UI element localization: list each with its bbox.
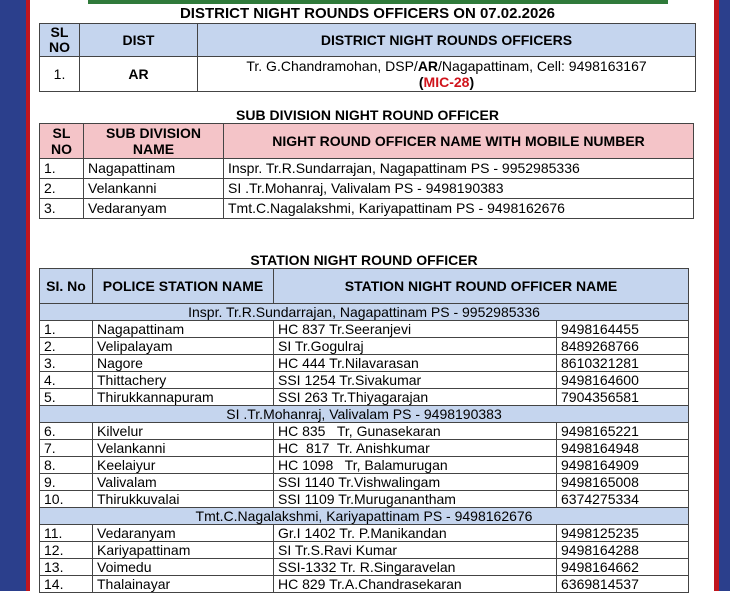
left-border-blue bbox=[0, 0, 26, 591]
cell-sl: 3. bbox=[40, 355, 93, 372]
table-row bbox=[40, 542, 689, 559]
header-officer: STATION NIGHT ROUND OFFICER NAME bbox=[274, 269, 689, 304]
cell-mobile: 9498164455 bbox=[557, 321, 689, 338]
header-sl: SL NO bbox=[40, 24, 80, 57]
table-header-row bbox=[40, 24, 696, 57]
mic-close: ) bbox=[469, 74, 475, 90]
cell-officer: HC 837 Tr.Seeranjevi bbox=[274, 321, 557, 338]
station-section-title: STATION NIGHT ROUND OFFICER bbox=[250, 252, 478, 268]
cell-station: Nagapattinam bbox=[93, 321, 274, 338]
group-header-row bbox=[40, 406, 689, 423]
mic-code: MIC-28 bbox=[423, 74, 470, 90]
table-row bbox=[40, 491, 689, 508]
officer-prefix: Tr. G.Chandramohan, DSP/ bbox=[246, 58, 418, 74]
cell-sub-division: Nagapattinam bbox=[84, 159, 224, 179]
cell-station: Voimedu bbox=[93, 559, 274, 576]
officer-suffix: /Nagapattinam, Cell: 9498163167 bbox=[438, 58, 647, 74]
cell-station: Vedaranyam bbox=[93, 525, 274, 542]
cell-sl: 14. bbox=[40, 576, 93, 593]
header-sub-division: SUB DIVISION NAME bbox=[84, 124, 224, 159]
subdivision-table bbox=[39, 123, 694, 219]
district-table bbox=[39, 23, 696, 92]
cell-station: Nagore bbox=[93, 355, 274, 372]
cell-officer: Inspr. Tr.R.Sundarrajan, Nagapattinam PS - 9952985336 bbox=[224, 159, 694, 179]
group-header: Tmt.C.Nagalakshmi, Kariyapattinam PS - 9498162676 bbox=[40, 508, 689, 525]
table-row bbox=[40, 389, 689, 406]
left-border-red bbox=[26, 0, 30, 591]
cell-station: Kariyapattinam bbox=[93, 542, 274, 559]
station-table bbox=[39, 268, 689, 593]
cell-sl: 6. bbox=[40, 423, 93, 440]
table-row bbox=[40, 440, 689, 457]
group-header-row bbox=[40, 508, 689, 525]
cell-officer bbox=[198, 57, 696, 92]
district-section-title: DISTRICT NIGHT ROUNDS OFFICERS ON 07.02.2026 bbox=[179, 5, 556, 22]
cell-officer: SSI 263 Tr.Thiyagarajan bbox=[274, 389, 557, 406]
cell-sub-division: Velankanni bbox=[84, 179, 224, 199]
cell-station: Thirukkuvalai bbox=[93, 491, 274, 508]
cell-officer: Gr.I 1402 Tr. P.Manikandan bbox=[274, 525, 557, 542]
table-row bbox=[40, 576, 689, 593]
cell-officer: SSI 1254 Tr.Sivakumar bbox=[274, 372, 557, 389]
cell-officer: SI .Tr.Mohanraj, Valivalam PS - 9498190383 bbox=[224, 179, 694, 199]
group-header-row bbox=[40, 304, 689, 321]
group-header: SI .Tr.Mohanraj, Valivalam PS - 9498190383 bbox=[40, 406, 689, 423]
cell-officer: HC 835 Tr, Gunasekaran bbox=[274, 423, 557, 440]
cell-mobile: 7904356581 bbox=[557, 389, 689, 406]
right-border-blue bbox=[719, 0, 730, 591]
table-header-row bbox=[40, 269, 689, 304]
header-station: POLICE STATION NAME bbox=[93, 269, 274, 304]
cell-sl: 7. bbox=[40, 440, 93, 457]
table-row bbox=[40, 355, 689, 372]
table-row bbox=[40, 474, 689, 491]
cell-sl: 1. bbox=[40, 159, 84, 179]
cell-officer: HC 829 Tr.A.Chandrasekaran bbox=[274, 576, 557, 593]
table-row bbox=[40, 457, 689, 474]
cell-officer: HC 444 Tr.Nilavarasan bbox=[274, 355, 557, 372]
mic-open: ( bbox=[418, 74, 424, 90]
cell-officer: SSI 1109 Tr.Muruganantham bbox=[274, 491, 557, 508]
cell-sl: 3. bbox=[40, 199, 84, 219]
cell-mobile: 6369814537 bbox=[557, 576, 689, 593]
cell-station: Thittachery bbox=[93, 372, 274, 389]
cell-officer: SI Tr.S.Ravi Kumar bbox=[274, 542, 557, 559]
cell-officer: Tmt.C.Nagalakshmi, Kariyapattinam PS - 9498162676 bbox=[224, 199, 694, 219]
cell-sl: 1. bbox=[40, 57, 80, 92]
cell-mobile: 9498164948 bbox=[557, 440, 689, 457]
header-officer: NIGHT ROUND OFFICER NAME WITH MOBILE NUMBER bbox=[224, 124, 694, 159]
cell-mobile: 6374275334 bbox=[557, 491, 689, 508]
table-row bbox=[40, 159, 694, 179]
table-row bbox=[40, 559, 689, 576]
cell-sl: 5. bbox=[40, 389, 93, 406]
header-officers: DISTRICT NIGHT ROUNDS OFFICERS bbox=[198, 24, 696, 57]
cell-sl: 2. bbox=[40, 338, 93, 355]
cell-mobile: 9498125235 bbox=[557, 525, 689, 542]
cell-officer: SSI 1140 Tr.Vishwalingam bbox=[274, 474, 557, 491]
cell-sl: 10. bbox=[40, 491, 93, 508]
cell-mobile: 9498164288 bbox=[557, 542, 689, 559]
table-row bbox=[40, 179, 694, 199]
cell-mobile: 9498164662 bbox=[557, 559, 689, 576]
cell-officer: HC 817 Tr. Anishkumar bbox=[274, 440, 557, 457]
header-sl: SI. No bbox=[40, 269, 93, 304]
cell-sl: 9. bbox=[40, 474, 93, 491]
cell-officer: HC 1098 Tr, Balamurugan bbox=[274, 457, 557, 474]
header-dist: DIST bbox=[80, 24, 198, 57]
table-row bbox=[40, 525, 689, 542]
cell-mobile: 8489268766 bbox=[557, 338, 689, 355]
cell-sl: 4. bbox=[40, 372, 93, 389]
cell-station: Velankanni bbox=[93, 440, 274, 457]
cell-mobile: 9498164909 bbox=[557, 457, 689, 474]
cell-sub-division: Vedaranyam bbox=[84, 199, 224, 219]
cell-sl: 8. bbox=[40, 457, 93, 474]
cell-station: Keelaiyur bbox=[93, 457, 274, 474]
cell-sl: 13. bbox=[40, 559, 93, 576]
cell-station: Valivalam bbox=[93, 474, 274, 491]
table-row bbox=[40, 423, 689, 440]
cell-station: Kilvelur bbox=[93, 423, 274, 440]
top-banner-strip bbox=[88, 0, 668, 4]
table-row bbox=[40, 199, 694, 219]
cell-mobile: 9498164600 bbox=[557, 372, 689, 389]
group-header: Inspr. Tr.R.Sundarrajan, Nagapattinam PS - 9952985336 bbox=[40, 304, 689, 321]
table-row bbox=[40, 372, 689, 389]
officer-unit: AR bbox=[417, 58, 439, 74]
table-row bbox=[40, 321, 689, 338]
table-row bbox=[40, 338, 689, 355]
cell-station: Thalainayar bbox=[93, 576, 274, 593]
table-header-row bbox=[40, 124, 694, 159]
cell-officer: SI Tr.Gogulraj bbox=[274, 338, 557, 355]
cell-dist: AR bbox=[80, 57, 198, 92]
cell-mobile: 9498165221 bbox=[557, 423, 689, 440]
cell-sl: 11. bbox=[40, 525, 93, 542]
cell-officer: SSI-1332 Tr. R.Singaravelan bbox=[274, 559, 557, 576]
cell-station: Velipalayam bbox=[93, 338, 274, 355]
cell-mobile: 8610321281 bbox=[557, 355, 689, 372]
table-row bbox=[40, 57, 696, 92]
cell-sl: 1. bbox=[40, 321, 93, 338]
cell-sl: 12. bbox=[40, 542, 93, 559]
subdivision-section-title: SUB DIVISION NIGHT ROUND OFFICER bbox=[236, 107, 499, 123]
cell-station: Thirukkannapuram bbox=[93, 389, 274, 406]
cell-mobile: 9498165008 bbox=[557, 474, 689, 491]
header-sl: SL NO bbox=[40, 124, 84, 159]
cell-sl: 2. bbox=[40, 179, 84, 199]
